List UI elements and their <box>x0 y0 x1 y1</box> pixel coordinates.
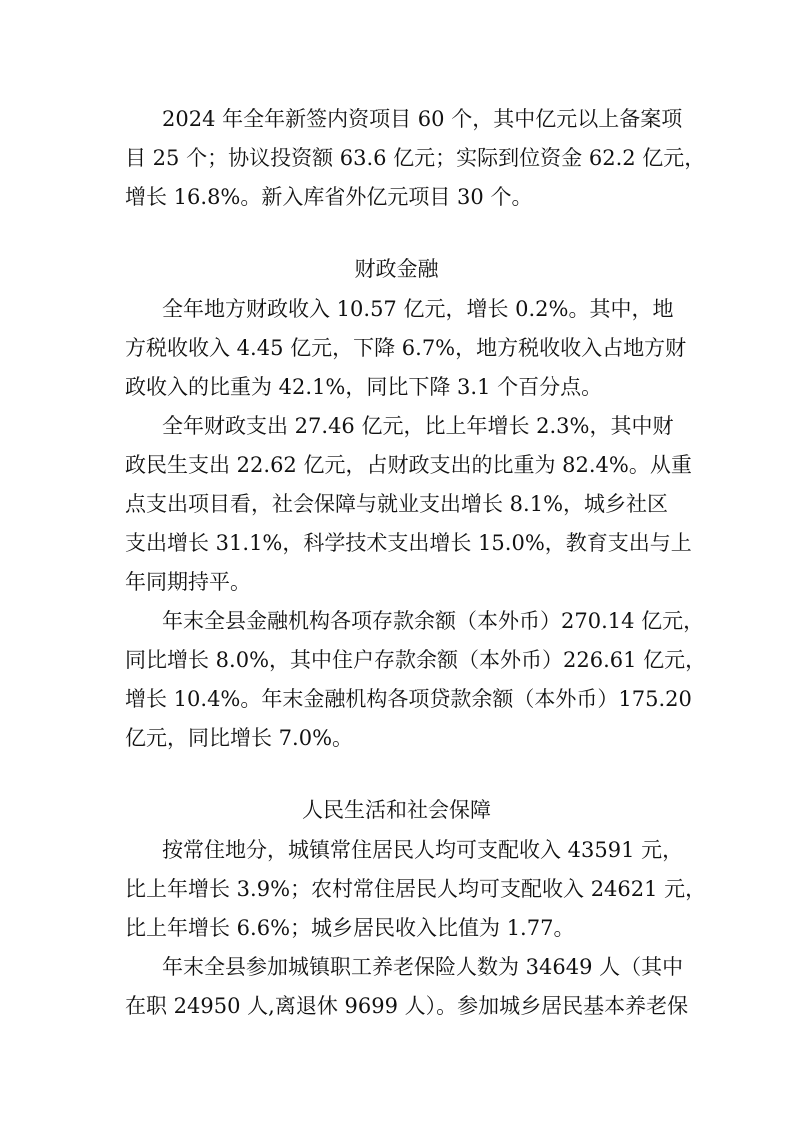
paragraph-line: 全年地方财政收入 10.57 亿元，增长 0.2%。其中，地 <box>162 297 674 321</box>
section-heading-welfare: 人民生活和社会保障 <box>302 798 491 822</box>
paragraph-line: 按常住地分，城镇常住居民人均可支配收入 43591 元， <box>162 838 684 862</box>
paragraph-line: 目 25 个；协议投资额 63.6 亿元；实际到位资金 62.2 亿元， <box>125 146 706 170</box>
paragraph-line: 比上年增长 3.9%；农村常住居民人均可支配收入 24621 元， <box>125 877 707 901</box>
paragraph-line: 政民生支出 22.62 亿元，占财政支出的比重为 82.4%。从重 <box>125 453 692 477</box>
paragraph-line: 同比增长 8.0%，其中住户存款余额（本外币）226.61 亿元， <box>125 648 707 672</box>
paragraph-line: 政收入的比重为 42.1%，同比下降 3.1 个百分点。 <box>125 375 603 399</box>
paragraph-line: 在职 24950 人,离退休 9699 人）。参加城乡居民基本养老保 <box>125 994 689 1018</box>
section-heading-finance: 财政金融 <box>354 257 439 281</box>
paragraph-line: 方税收收入 4.45 亿元，下降 6.7%，地方税收收入占地方财 <box>125 336 687 360</box>
paragraph-line: 亿元，同比增长 7.0%。 <box>125 726 354 750</box>
paragraph-line: 年同期持平。 <box>125 570 251 594</box>
paragraph-line: 比上年增长 6.6%；城乡居民收入比值为 1.77。 <box>125 916 575 940</box>
paragraph-line: 年末全县参加城镇职工养老保险人数为 34649 人（其中 <box>162 955 684 979</box>
paragraph-line: 支出增长 31.1%，科学技术支出增长 15.0%，教育支出与上 <box>125 531 692 555</box>
paragraph-line: 增长 10.4%。年末金融机构各项贷款余额（本外币）175.20 <box>125 687 692 711</box>
paragraph-line: 年末全县金融机构各项存款余额（本外币）270.14 亿元， <box>162 609 705 633</box>
paragraph-line: 2024 年全年新签内资项目 60 个，其中亿元以上备案项 <box>162 107 683 131</box>
paragraph-line: 全年财政支出 27.46 亿元，比上年增长 2.3%，其中财 <box>162 414 674 438</box>
paragraph-line: 点支出项目看，社会保障与就业支出增长 8.1%，城乡社区 <box>125 492 669 516</box>
paragraph-line: 增长 16.8%。新入库省外亿元项目 30 个。 <box>125 185 533 209</box>
